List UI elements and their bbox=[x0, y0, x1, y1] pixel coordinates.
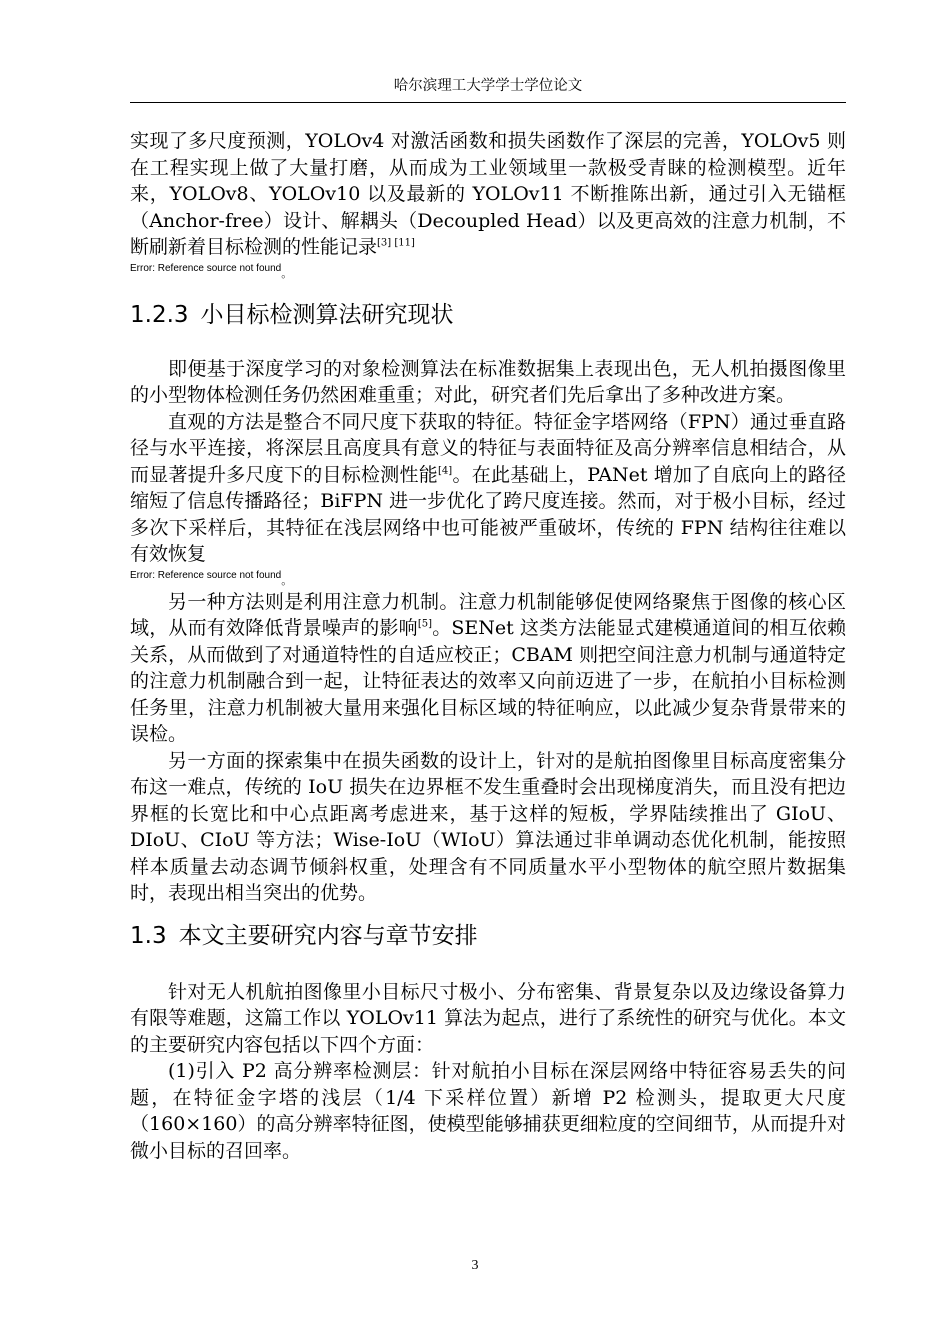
reference-error-text: Error: Reference source not found bbox=[130, 262, 282, 274]
reference-error bbox=[130, 261, 846, 282]
section-heading-1-3 bbox=[130, 921, 846, 951]
section-number: 1.3 bbox=[130, 922, 167, 949]
header-title: 哈尔滨理工大学学士学位论文 bbox=[393, 78, 583, 94]
paragraph-end-mark: 。 bbox=[281, 574, 293, 587]
paragraph bbox=[130, 589, 846, 748]
section-title: 小目标检测算法研究现状 bbox=[200, 301, 454, 328]
list-item-paragraph bbox=[130, 1058, 846, 1164]
citation-ref: [5] bbox=[417, 618, 432, 630]
page-header bbox=[130, 76, 846, 103]
reference-error bbox=[130, 568, 846, 589]
paragraph-continued bbox=[130, 128, 846, 261]
reference-error-text: Error: Reference source not found bbox=[130, 569, 282, 581]
paragraph bbox=[130, 979, 846, 1059]
page-number: 3 bbox=[471, 1258, 479, 1273]
paragraph bbox=[130, 409, 846, 568]
paragraph-text: 直观的方法是整合不同尺度下获取的特征。特征金字塔网络（FPN）通过垂直路径与水平连接，将深层且高度具有意义的特征与表面特征及高分辨率信息相结合，从而显著提升多尺度下的目标检测性能 bbox=[130, 410, 846, 486]
paragraph bbox=[130, 748, 846, 907]
paragraph-text: 。SENet 这类方法能显式建模通道间的相互依赖关系，从而做到了对通道特性的自适应校正；CBAM 则把空间注意力机制与通道特定的注意力机制融合到一起，让特征表达的效率又向前迈进了一步，在航拍小目标检测任务里，注意力机制被大量用来强化目标区域的特征响应，以此减少复杂背景带来的误检。 bbox=[130, 617, 846, 745]
paragraph-text: (1)引入 P2 高分辨率检测层：针对航拍小目标在深层网络中特征容易丢失的问题，在特征金字塔的浅层（1/4 下采样位置）新增 P2 检测头，提取更大尺度（160×160）的高分辨率特征图，使模型能够捕获更细粒度的空间细节，从而提升对微小目标的召回率。 bbox=[130, 1060, 846, 1162]
paragraph-text: 针对无人机航拍图像里小目标尺寸极小、分布密集、背景复杂以及边缘设备算力有限等难题，这篇工作以 YOLOv11 算法为起点，进行了系统性的研究与优化。本文的主要研究内容包括以下四个方面： bbox=[130, 980, 846, 1056]
paragraph-text: 即便基于深度学习的对象检测算法在标准数据集上表现出色，无人机拍摄图像里的小型物体检测任务仍然困难重重；对此，研究者们先后拿出了多种改进方案。 bbox=[130, 357, 846, 406]
section-number: 1.2.3 bbox=[130, 301, 189, 328]
paragraph-text: 另一种方法则是利用注意力机制。注意力机制能够促使网络聚焦于图像的核心区域，从而有效降低背景噪声的影响 bbox=[130, 590, 846, 639]
paragraph-text: 。在此基础上，PANet 增加了自底向上的路径缩短了信息传播路径；BiFPN 进一步优化了跨尺度连接。然而，对于极小目标，经过多次下采样后，其特征在浅层网络中也可能被严重破坏，传统的 FPN 结构往往难以有效恢复 bbox=[130, 463, 846, 565]
section-title: 本文主要研究内容与章节安排 bbox=[178, 922, 478, 949]
citation-ref: [3] [11] bbox=[377, 237, 415, 249]
page-body bbox=[130, 128, 846, 1164]
paragraph-text: 另一方面的探索集中在损失函数的设计上，针对的是航拍图像里目标高度密集分布这一难点，传统的 IoU 损失在边界框不发生重叠时会出现梯度消失，而且没有把边界框的长宽比和中心点距离考虑进来，基于这样的短板，学界陆续推出了 GIoU、DIoU、CIoU 等方法；Wise-IoU（WIoU）算法通过非单调动态优化机制，能按照样本质量去动态调节倾斜权重，处理含有不同质量水平小型物体的航空照片数据集时，表现出相当突出的优势。 bbox=[130, 749, 846, 904]
section-heading-1-2-3 bbox=[130, 300, 846, 330]
citation-ref: [4] bbox=[438, 465, 453, 477]
paragraph-text: 实现了多尺度预测，YOLOv4 对激活函数和损失函数作了深层的完善，YOLOv5 则在工程实现上做了大量打磨，从而成为工业领域里一款极受青睐的检测模型。近年来，YOLOv8、YOLOv10 以及最新的 YOLOv11 不断推陈出新，通过引入无锚框（Anchor-free）设计、解耦头（Decoupled Head）以及更高效的注意力机制，不断刷新着目标检测的性能记录 bbox=[130, 130, 846, 258]
paragraph-end-mark: 。 bbox=[281, 267, 293, 280]
paragraph bbox=[130, 356, 846, 409]
